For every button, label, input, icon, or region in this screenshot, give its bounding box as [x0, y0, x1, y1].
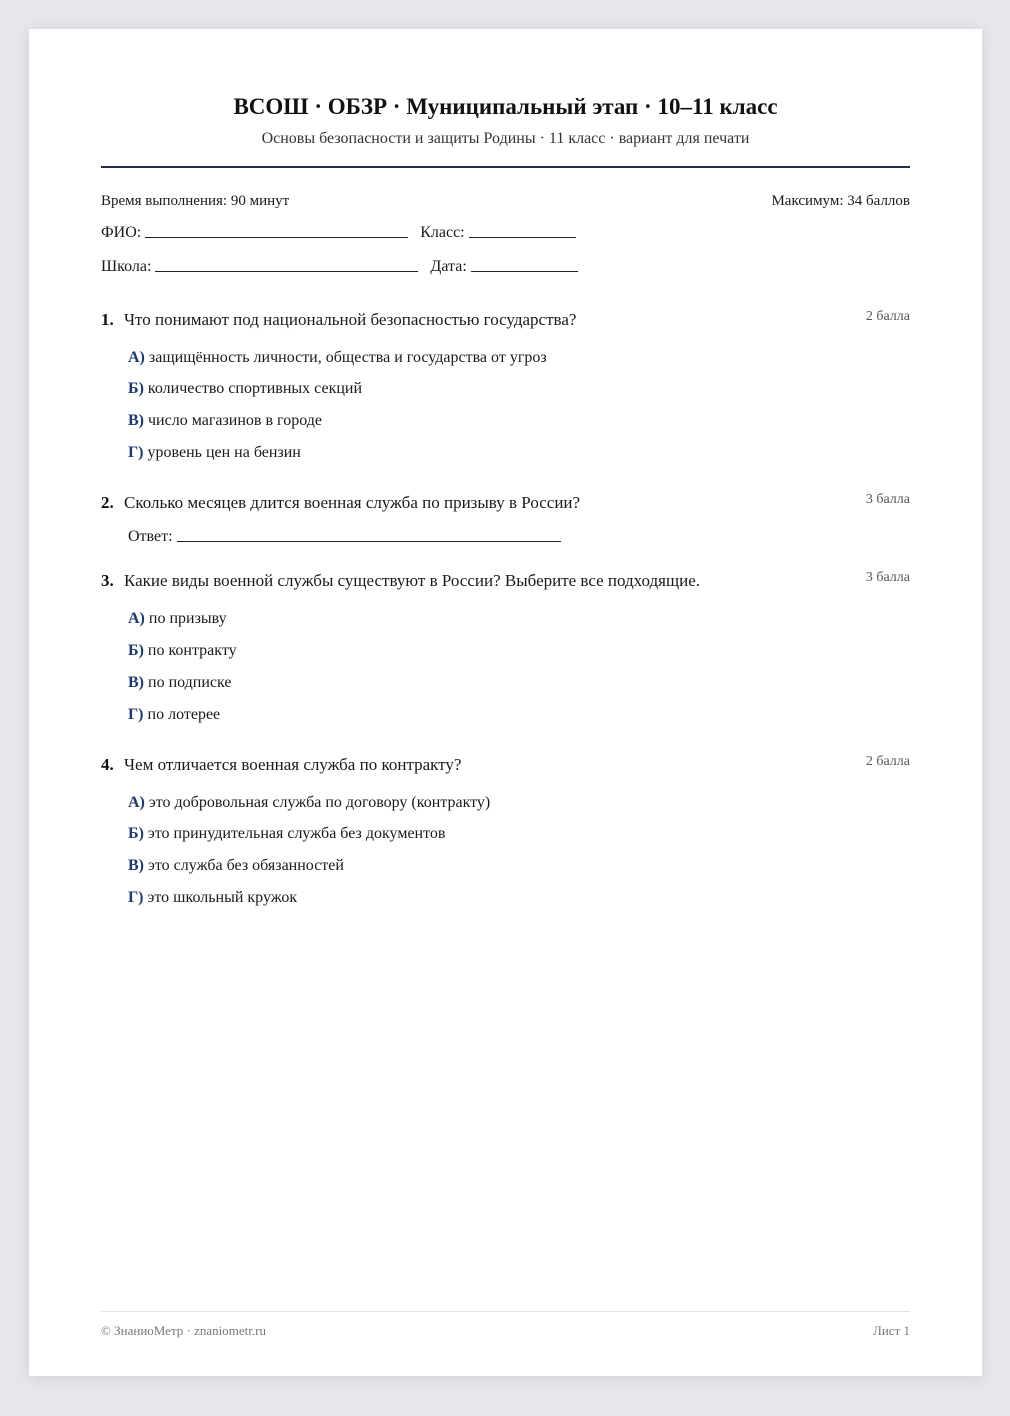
question-4: [101, 755, 910, 779]
footer-divider: [101, 1311, 910, 1312]
question-2: [101, 493, 910, 517]
question-text: Чем отличается военная служба по контракту?: [124, 755, 462, 774]
question-number: 2.: [101, 493, 114, 512]
question-points: 2 балла: [865, 309, 910, 324]
question-text: Сколько месяцев длится военная служба по призыву в России?: [124, 493, 581, 512]
answer-label: Ответ:: [128, 528, 173, 545]
date-label: Дата:: [430, 258, 467, 275]
q2-answer-row: [128, 528, 561, 546]
class-field[interactable]: [469, 237, 576, 238]
q4-option-b[interactable]: Б) это принудительная служба без документов: [128, 825, 446, 842]
q3-option-v[interactable]: В) по подписке: [128, 674, 232, 691]
question-1: [101, 310, 910, 334]
school-field[interactable]: [155, 271, 418, 272]
q3-option-g[interactable]: Г) по лотерее: [128, 706, 221, 723]
time-limit: Время выполнения: 90 минут: [101, 193, 290, 209]
date-field[interactable]: [471, 271, 578, 272]
q3-option-a[interactable]: А) по призыву: [128, 610, 227, 627]
name-label: ФИО:: [101, 224, 142, 241]
question-3: [101, 571, 910, 595]
class-label: Класс:: [420, 224, 465, 241]
page-subtitle: Основы безопасности и защиты Родины · 11 класс · вариант для печати: [261, 130, 750, 147]
exam-sheet: [29, 29, 982, 1376]
header-divider: [101, 166, 910, 168]
q1-option-b[interactable]: Б) количество спортивных секций: [128, 380, 363, 397]
sheet-content: [101, 29, 910, 1376]
q4-option-g[interactable]: Г) это школьный кружок: [128, 889, 298, 906]
question-text: Какие виды военной службы существуют в России? Выберите все подходящие.: [124, 571, 700, 590]
question-number: 3.: [101, 571, 114, 590]
school-label: Школа:: [101, 258, 152, 275]
q1-option-v[interactable]: В) число магазинов в городе: [128, 412, 322, 429]
page-title: ВСОШ · ОБЗР · Муниципальный этап · 10–11 класс: [233, 94, 778, 119]
q4-option-v[interactable]: В) это служба без обязанностей: [128, 857, 344, 874]
question-points: 3 балла: [865, 570, 910, 585]
footer-copyright: © ЗнаниоМетр · znaniometr.ru: [101, 1323, 266, 1338]
q4-option-a[interactable]: А) это добровольная служба по договору (контракту): [128, 794, 491, 811]
question-number: 4.: [101, 755, 114, 774]
q1-option-a[interactable]: А) защищённость личности, общества и государства от угроз: [128, 349, 547, 366]
question-points: 2 балла: [865, 754, 910, 769]
q1-option-g[interactable]: Г) уровень цен на бензин: [128, 444, 301, 461]
question-points: 3 балла: [865, 492, 910, 507]
footer-page-number: Лист 1: [873, 1323, 910, 1338]
name-class-row: [101, 224, 576, 242]
q3-option-b[interactable]: Б) по контракту: [128, 642, 237, 659]
question-number: 1.: [101, 310, 114, 329]
max-score: Максимум: 34 баллов: [771, 193, 910, 209]
answer-field[interactable]: [177, 541, 561, 542]
name-field[interactable]: [145, 237, 408, 238]
question-text: Что понимают под национальной безопасностью государства?: [124, 310, 577, 329]
school-date-row: [101, 258, 578, 276]
